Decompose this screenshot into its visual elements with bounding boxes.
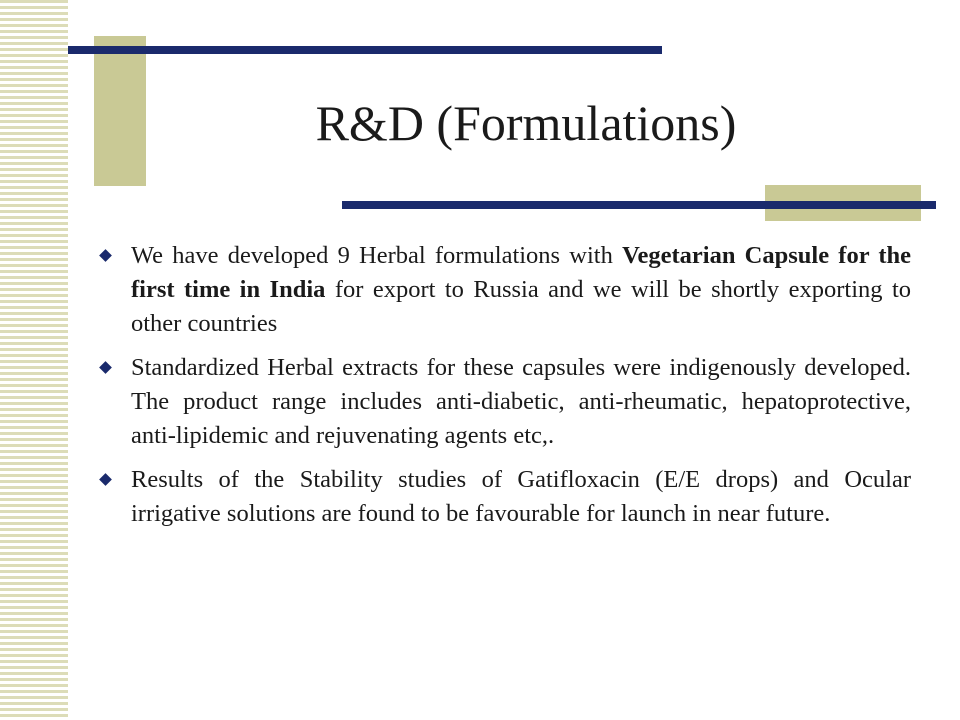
navy-accent-bar-right xyxy=(342,201,936,209)
bullet-item-herbal-formulations xyxy=(96,239,911,341)
bullet-text-pre: We have developed 9 Herbal formulations with xyxy=(131,242,623,269)
bullet-list xyxy=(96,239,911,541)
diamond-bullet-icon xyxy=(99,473,112,486)
bullet-text-bold: Vegetarian Capsule for the first time in India xyxy=(131,242,911,303)
diamond-bullet-icon xyxy=(99,361,112,374)
diamond-bullet-icon xyxy=(99,249,112,262)
bullet-item-standardized-extracts xyxy=(96,351,911,453)
bullet-text: Results of the Stability studies of Gatifloxacin (E/E drops) and Ocular irrigative solutions are found to be favourable for launch in near future. xyxy=(131,466,911,527)
bullet-item-stability-studies xyxy=(96,463,911,531)
bullet-text: Standardized Herbal extracts for these capsules were indigenously developed. The product range includes anti-diabetic, anti-rheumatic, hepatoprotective, anti-lipidemic and rejuvenating agents etc,. xyxy=(131,354,911,449)
khaki-accent-block-top xyxy=(94,36,146,186)
bullet-text-post: for export to Russia and we will be shortly exporting to other countries xyxy=(131,276,911,337)
navy-accent-bar-top xyxy=(68,46,662,54)
left-stripe-decoration xyxy=(0,0,68,720)
slide-title: R&D (Formulations) xyxy=(315,95,737,151)
